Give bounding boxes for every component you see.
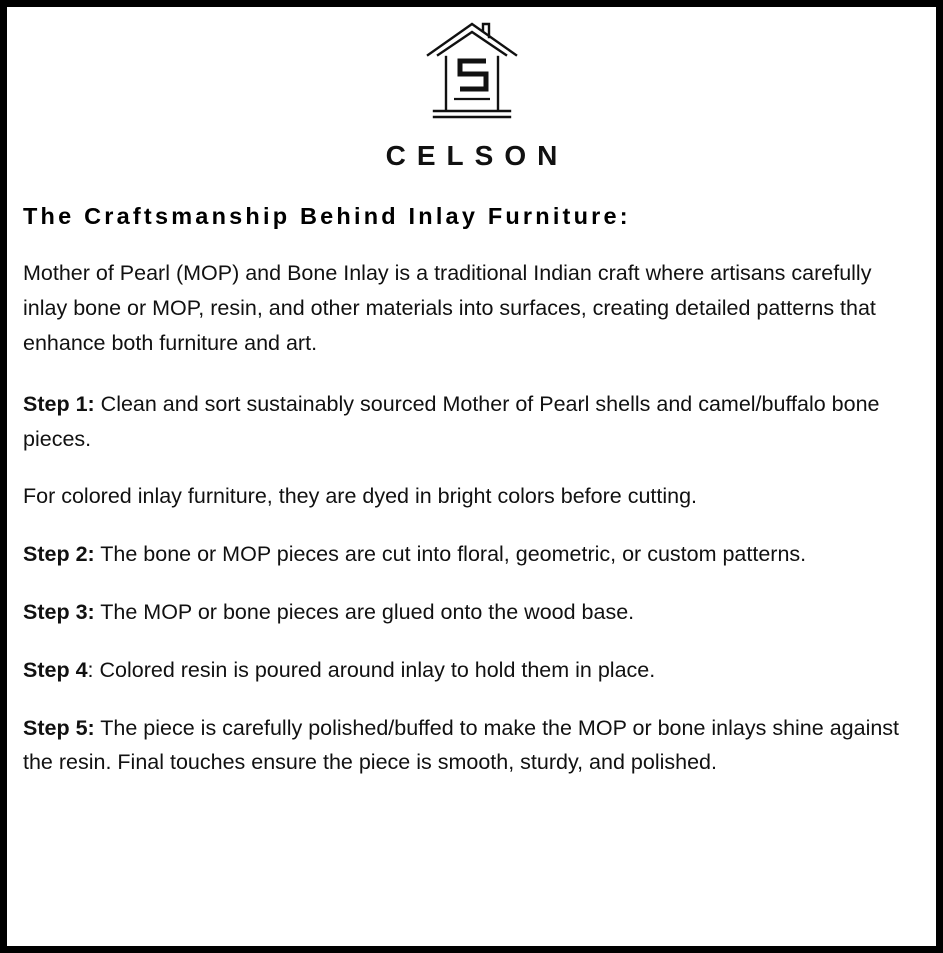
step-text: Clean and sort sustainably sourced Mother of Pearl shells and camel/buffalo bone pieces. <box>23 391 880 451</box>
house-with-s-monogram-icon <box>424 21 520 121</box>
brand-name: CELSON <box>385 140 569 171</box>
step-text: : Colored resin is poured around inlay to hold them in place. <box>87 657 656 682</box>
step-text: The piece is carefully polished/buffed to make the MOP or bone inlays shine against the resin. Final touches ensure the piece is smooth, sturdy, and polished. <box>23 715 900 775</box>
step-paragraph <box>23 595 913 630</box>
step-label: Step 4 <box>23 657 88 682</box>
step-paragraph <box>23 537 913 572</box>
step-label: Step 3: <box>23 599 95 624</box>
step-paragraph <box>23 479 913 514</box>
brand-header <box>23 17 920 172</box>
step-label: Step 1: <box>23 391 95 416</box>
intro-paragraph: Mother of Pearl (MOP) and Bone Inlay is a traditional Indian craft where artisans carefully inlay bone or MOP, resin, and other materials into surfaces, creating detailed patterns that enhance both furniture and art. <box>23 261 876 355</box>
step-paragraph <box>23 711 913 781</box>
step-text: The bone or MOP pieces are cut into floral, geometric, or custom patterns. <box>94 542 807 567</box>
step-paragraph <box>23 387 913 457</box>
step-text: For colored inlay furniture, they are dyed in bright colors before cutting. <box>23 484 698 509</box>
document-body <box>23 256 920 780</box>
step-paragraph <box>23 653 913 688</box>
page-title: The Craftsmanship Behind Inlay Furniture: <box>23 203 631 229</box>
step-text: The MOP or bone pieces are glued onto the wood base. <box>94 599 635 624</box>
step-label: Step 5: <box>23 715 95 740</box>
step-label: Step 2: <box>23 542 95 567</box>
